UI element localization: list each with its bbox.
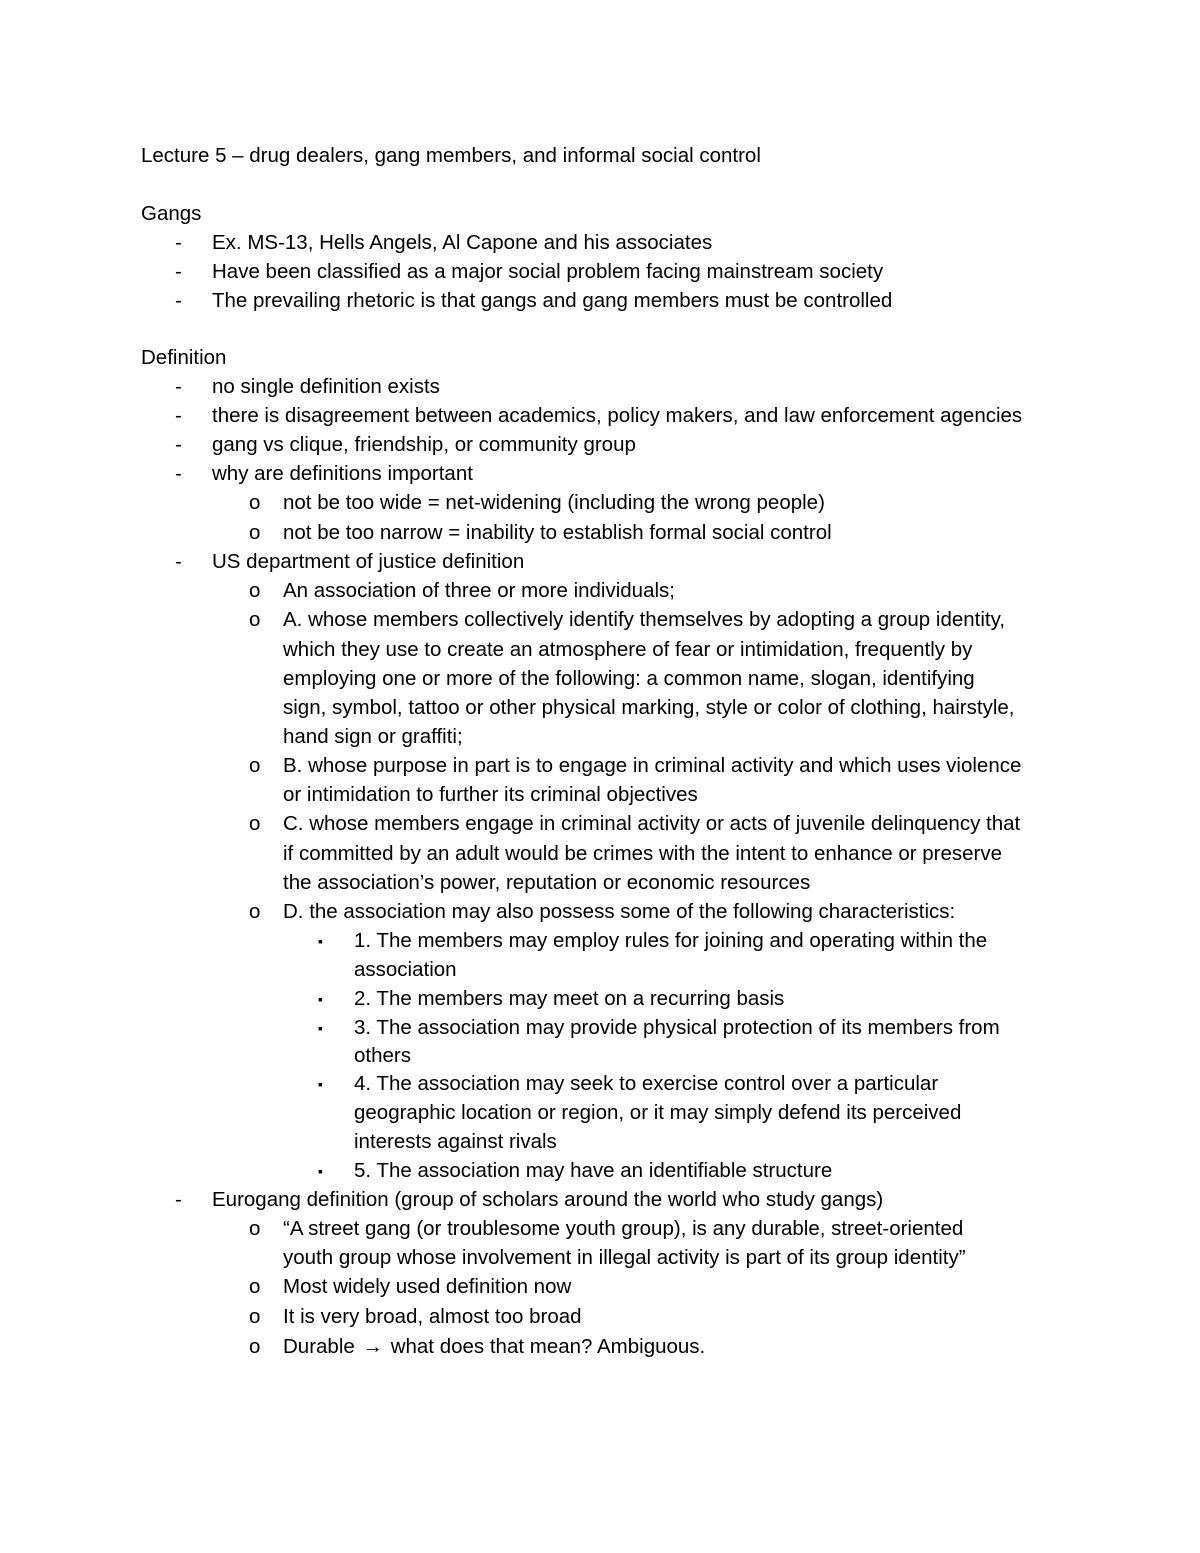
square-bullet: ▪ [318,1020,323,1036]
dash-bullet: - [175,550,182,573]
sub-list-item-continuation: sign, symbol, tattoo or other physical marking, style or color of clothing, hairstyle, [283,696,1015,719]
dash-bullet: - [175,289,182,312]
sub-list-item: D. the association may also possess some of the following characteristics: [283,900,956,923]
square-bullet: ▪ [318,933,323,949]
characteristic-item-continuation: others [354,1044,411,1067]
circle-bullet: o [249,754,261,777]
characteristic-item: 5. The association may have an identifiable structure [354,1159,833,1182]
square-bullet: ▪ [318,1163,323,1179]
sub-list-item [283,1333,705,1361]
circle-bullet: o [249,900,261,923]
dash-bullet: - [175,1188,182,1211]
circle-bullet: o [249,491,261,514]
list-item: The prevailing rhetoric is that gangs and gang members must be controlled [212,289,893,312]
list-item: Ex. MS-13, Hells Angels, Al Capone and his associates [212,231,713,254]
dash-bullet: - [175,404,182,427]
characteristic-item-continuation: geographic location or region, or it may simply defend its perceived [354,1101,962,1124]
circle-bullet: o [249,1335,261,1358]
dash-bullet: - [175,375,182,398]
durable-label: Durable [283,1335,355,1358]
section-heading-definition: Definition [141,346,227,369]
list-item: no single definition exists [212,375,440,398]
characteristic-item: 3. The association may provide physical protection of its members from [354,1016,1000,1039]
characteristic-item: 1. The members may employ rules for joining and operating within the [354,929,988,952]
circle-bullet: o [249,1217,261,1240]
list-item: gang vs clique, friendship, or community group [212,433,636,456]
list-item: Eurogang definition (group of scholars around the world who study gangs) [212,1188,884,1211]
sub-list-item: not be too narrow = inability to establish formal social control [283,521,832,544]
page-title: Lecture 5 – drug dealers, gang members, and informal social control [141,144,761,167]
characteristic-item: 2. The members may meet on a recurring basis [354,987,785,1010]
sub-list-item: C. whose members engage in criminal activity or acts of juvenile delinquency that [283,812,1021,835]
list-item: there is disagreement between academics, policy makers, and law enforcement agencies [212,404,1023,427]
sub-list-item-continuation: if committed by an adult would be crimes with the intent to enhance or preserve [283,842,1003,865]
sub-list-item: B. whose purpose in part is to engage in criminal activity and which uses violence [283,754,1022,777]
sub-list-item-continuation: the association’s power, reputation or economic resources [283,871,811,894]
sub-list-item: Most widely used definition now [283,1275,572,1298]
square-bullet: ▪ [318,991,323,1007]
sub-list-item-continuation: hand sign or graffiti; [283,725,463,748]
circle-bullet: o [249,608,261,631]
dash-bullet: - [175,231,182,254]
square-bullet: ▪ [318,1076,323,1092]
sub-list-item: It is very broad, almost too broad [283,1305,582,1328]
dash-bullet: - [175,433,182,456]
circle-bullet: o [249,521,261,544]
sub-list-item-continuation: youth group whose involvement in illegal activity is part of its group identity” [283,1246,966,1269]
sub-list-item-continuation: which they use to create an atmosphere of fear or intimidation, frequently by [283,638,973,661]
characteristic-item-continuation: interests against rivals [354,1130,557,1153]
section-heading-gangs: Gangs [141,202,202,225]
dash-bullet: - [175,260,182,283]
sub-list-item: An association of three or more individuals; [283,579,675,602]
circle-bullet: o [249,1275,261,1298]
sub-list-item: A. whose members collectively identify themselves by adopting a group identity, [283,608,1006,631]
sub-list-item-continuation: or intimidation to further its criminal objectives [283,783,698,806]
list-item: why are definitions important [212,462,473,485]
characteristic-item-continuation: association [354,958,457,981]
sub-list-item: not be too wide = net-widening (including the wrong people) [283,491,825,514]
sub-list-item-continuation: employing one or more of the following: a common name, slogan, identifying [283,667,975,690]
list-item: Have been classified as a major social problem facing mainstream society [212,260,884,283]
dash-bullet: - [175,462,182,485]
durable-question: what does that mean? Ambiguous. [390,1335,706,1358]
circle-bullet: o [249,579,261,602]
sub-list-item: “A street gang (or troublesome youth group), is any durable, street-oriented [283,1217,964,1240]
right-arrow-icon: → [362,1335,383,1358]
circle-bullet: o [249,1305,261,1328]
circle-bullet: o [249,812,261,835]
list-item: US department of justice definition [212,550,525,573]
characteristic-item: 4. The association may seek to exercise control over a particular [354,1072,939,1095]
